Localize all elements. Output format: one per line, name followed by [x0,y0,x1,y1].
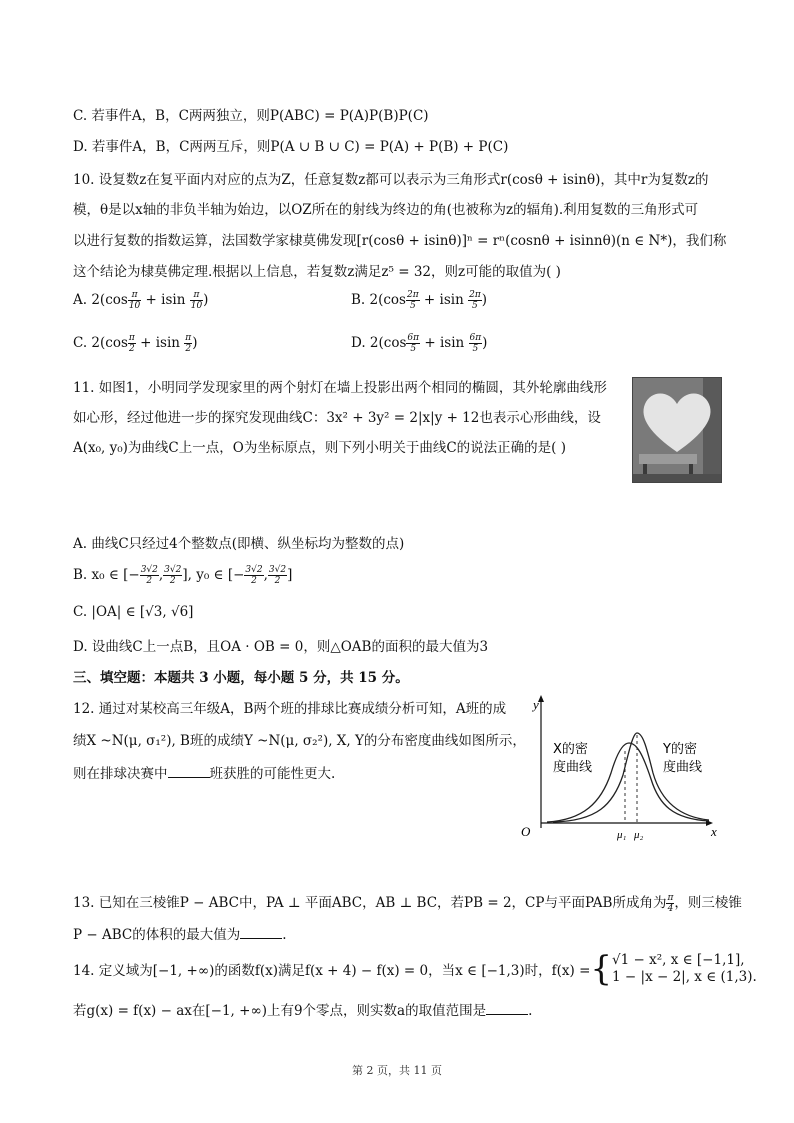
figure-mu2-label: μ₂ [634,829,644,841]
q10-c-frac1: $\frac{\pi}{2}$ [128,333,135,354]
figure-mu1-label: μ₁ [617,829,627,841]
q14-text-after-blank: . [528,1003,533,1019]
q10-a-frac1: $\frac{\pi}{10}$ [128,290,141,311]
q14-case-2: 1 − |x − 2|, x ∈ (1,3). [612,969,757,985]
q11-b-frac2: $\frac{3√2}{2}$ [164,565,182,586]
question-11-line-2: 如心形，经过他进一步的探究发现曲线C：3x² + 3y² = 2|x|y + 12也表示心形曲线，设 [73,410,601,426]
q10-b-frac1: $\frac{2\pi}{5}$ [406,290,419,311]
q11-b-frac1: $\frac{3√2}{2}$ [140,565,158,586]
q10-b-prefix: B. 2(cos [351,292,406,308]
q10-a-frac2: $\frac{\pi}{10}$ [190,290,203,311]
page-footer: 第 2 页，共 11 页 [352,1064,442,1077]
q10-c-frac2: $\frac{\pi}{2}$ [185,333,192,354]
q13-answer-blank [240,926,282,939]
q13-text-after-blank: . [282,927,287,943]
figure-y-curve-label-1: Y的密 [663,742,697,757]
q10-c-post: ) [192,335,198,351]
q14-piecewise-brace: { [590,949,613,989]
question-10-line-1: 10. 设复数z在复平面内对应的点为Z，任意复数z都可以表示为三角形式r(cosθ + isinθ)，其中r为复数z的 [73,172,709,188]
q10-a-prefix: A. 2(cos [73,292,128,308]
q14-answer-blank [486,1002,528,1015]
option-c-probability: C. 若事件A，B，C两两独立，则P(ABC) = P(A)P(B)P(C) [73,108,429,124]
q11-b-frac3: $\frac{3√2}{2}$ [245,565,263,586]
question-14-line-1 [73,949,757,989]
figure-y-curve-label-2: 度曲线 [663,760,703,775]
question-12-line-3 [73,762,335,782]
figure-origin-label: O [521,824,531,839]
figure-x-curve-label-2: 度曲线 [553,760,593,775]
q11-b-mid: ], y₀ ∈ [− [182,567,245,583]
q10-a-mid: + isin [141,292,190,308]
q10-option-c [73,333,197,354]
question-12-line-1: 12. 通过对某校高三年级A，B两个班的排球比赛成绩分析可知，A班的成 [73,701,507,717]
heart-projection-photo [632,377,722,483]
q11-option-b [73,565,292,586]
q14-text-start: 14. 定义域为[−1, +∞)的函数f(x)满足f(x + 4) − f(x) = 0，当x ∈ [−1,3)时，f(x) = [73,963,591,979]
option-d-probability: D. 若事件A，B，C两两互斥，则P(A ∪ B ∪ C) = P(A) + P(B) + P(C) [73,139,509,155]
q10-b-post: ) [481,292,488,308]
q14-case-1: √1 − x², x ∈ [−1,1], [612,952,745,968]
question-10-line-2: 模，θ是以x轴的非负半轴为始边，以OZ所在的射线为终边的角(也被称为z的辐角).利用复数的三角形式可 [73,202,699,218]
q12-answer-blank [168,765,210,778]
q10-option-b [351,290,487,311]
q10-d-mid: + isin [420,335,469,351]
q11-option-a: A. 曲线C只经过4个整数点(即横、纵坐标均为整数的点) [73,536,405,552]
q14-piecewise-cases [612,952,757,986]
q12-text-after-blank: 班获胜的可能性更大. [209,766,336,782]
question-11-line-3: A(x₀, y₀)为曲线C上一点，O为坐标原点，则下列小明关于曲线C的说法正确的是( ) [73,440,566,456]
q10-d-prefix: D. 2(cos [351,335,407,351]
section-3-heading: 三、填空题：本题共 3 小题，每小题 5 分，共 15 分。 [73,670,409,686]
q11-b-frac4: $\frac{3√2}{2}$ [268,565,287,586]
q11-option-d: D. 设曲线C上一点B，且OA · OB = 0，则△OAB的面积的最大值为3 [73,639,489,655]
q12-text-before-blank: 则在排球决赛中 [73,766,168,782]
question-10-line-4: 这个结论为棣莫佛定理.根据以上信息，若复数z满足z⁵ = 32，则z可能的取值为( ) [73,264,561,280]
question-13-line-2 [73,923,287,943]
density-curves-figure [513,693,725,843]
q10-d-post: ) [482,335,488,351]
y-axis-arrow-icon [538,695,544,702]
question-13-line-1 [73,891,742,914]
q10-c-prefix: C. 2(cos [73,335,128,351]
q11-b-prefix: B. x₀ ∈ [− [73,567,140,583]
q10-d-frac1: $\frac{6\pi}{5}$ [407,333,420,354]
q11-b-sep1: , [158,567,164,583]
question-12-line-2: 绩X ~N(μ, σ₁²), B班的成绩Y ~N(μ, σ₂²), X, Y的分布密度曲线如图所示， [73,733,526,749]
q11-option-c: C. |OA| ∈ [√3, √6] [73,604,194,620]
q10-b-frac2: $\frac{2\pi}{5}$ [469,290,481,311]
q10-a-post: ) [203,292,209,308]
figure-x-label: x [711,824,717,839]
q10-option-a [73,290,208,311]
q10-d-frac2: $\frac{6\pi}{5}$ [469,333,482,354]
q10-c-mid: + isin [135,335,185,351]
q13-text-before-blank: P − ABC的体积的最大值为 [73,927,241,943]
q11-b-post: ] [287,567,293,583]
q14-text-before-blank: 若g(x) = f(x) − ax在[−1, +∞)上有9个零点，则实数a的取值范围是 [73,1003,487,1019]
q10-b-mid: + isin [419,292,469,308]
question-10-line-3: 以进行复数的指数运算，法国数学家棣莫佛发现[r(cosθ + isinθ)]ⁿ = rⁿ(cosnθ + isinnθ)(n ∈ N*)，我们称 [73,233,727,249]
q13-text-start: 13. 已知在三棱锥P − ABC中，PA ⊥ 平面ABC，AB ⊥ BC，若PB = 2，CP与平面PAB所成角为 [73,895,667,911]
question-11-line-1: 11. 如图1，小明同学发现家里的两个射灯在墙上投影出两个相同的椭圆，其外轮廓曲线形 [73,380,607,396]
q11-b-sep2: , [263,567,268,583]
figure-y-label: y [533,697,539,712]
question-14-line-2 [73,999,532,1019]
q13-text-end: ，则三棱锥 [674,895,742,911]
figure-x-curve-label-1: X的密 [553,742,588,757]
q10-option-d [351,333,487,354]
heart-photo-image [633,378,721,482]
q13-angle-frac: $\frac{\pi}{4}$ [667,893,674,914]
density-curves-svg [513,693,725,843]
